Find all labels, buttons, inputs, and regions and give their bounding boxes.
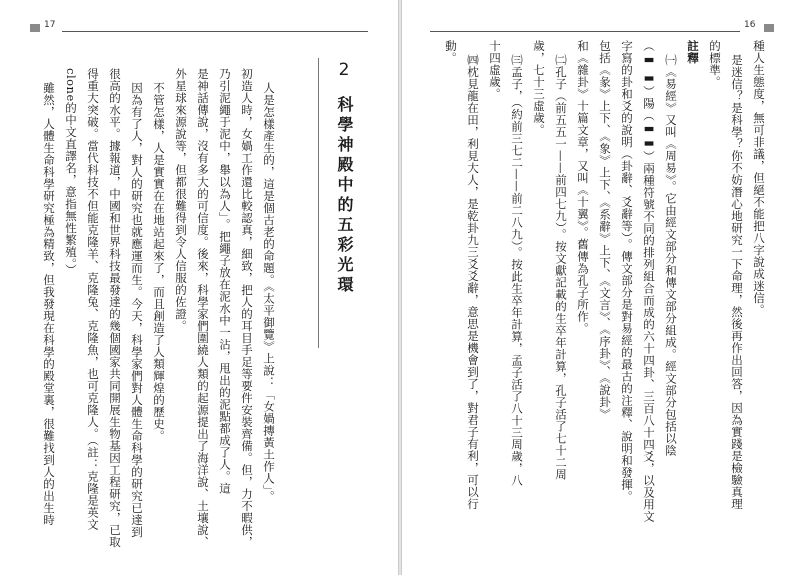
right-text-column-2: 是迷信？是科學？你不妨潛心地研究一下命理，然後再作出回答，因為實踐是檢驗真理 [730, 54, 744, 510]
right-header-bar [764, 24, 774, 32]
right-text-column-7: 字寫的卦和爻的說明（卦辭、爻辭等）。傳文部分是對易經的最古的注釋、說明和發揮。 [620, 40, 634, 503]
left-text-column-2: 初造人時，女媧工作還比較認真，細致，把人的耳目手足等要件安裝齊備。但，力不暇供， [240, 68, 254, 548]
right-text-column-12: ㈢孟子，（約前三七二——前二八九）。按此生卒年計算，孟子活了八十三周歲，八 [510, 54, 524, 487]
left-header-rule [62, 31, 368, 32]
left-text-column-10: clone的中文直譯名，意指無性繁殖。） [64, 68, 78, 277]
chapter-divider-rule [318, 58, 319, 348]
right-text-column-11: 歲，七十三虛歲。 [532, 40, 546, 136]
right-text-column-9: 和《雜卦》十篇文章，又叫《十翼》。舊傳為孔子所作。 [576, 40, 590, 335]
left-text-column-11: 雖然，人體生命科學研究極為精致，但我發現在科學的殿堂裏，很難找到人的出生時 [42, 82, 56, 526]
right-text-column-8: 包括《彖》上下、《象》上下、《系辭》上下、《文言》、《序卦》、《說卦》 [598, 40, 612, 420]
left-text-column-3: 乃引泥繩于泥中，舉以為人」。把繩子放在泥水中一沾，甩出的泥點都成了人。這 [218, 68, 232, 495]
left-text-column-1: 人是怎樣產生的，這是個古老的命題。《太平御覽》上說：「女媧摶黃土作人」。 [262, 82, 276, 503]
left-text-column-6: 不管怎樣，人是實實在在地站起來了，而且創造了人類輝煌的歷史。 [152, 82, 166, 442]
left-text-column-8: 很高的水平。據報道，中國和世界科技最發達的幾個國家共同開展生物基因工程研究，已取 [108, 68, 122, 548]
right-page-number: 16 [744, 20, 756, 30]
right-page-header [430, 20, 774, 32]
right-text-column-13: 十四虛歲。 [488, 40, 502, 100]
left-page [0, 0, 398, 575]
right-text-column-10: ㈡孔子（前五五一——前四七九）。按文獻記載的生卒年計算，孔子活了七十二周 [554, 54, 568, 481]
right-text-column-15: 動。 [444, 40, 458, 64]
right-text-column-6: （▬ ▬）陽（▬▬）兩種符號不同的排列組合而成的六十四卦、三百八十四爻，以及用文 [642, 40, 656, 523]
chapter-title: 科學神殿中的五彩光環 [335, 96, 354, 296]
left-text-column-4: 是神話傳說，沒有多大的可信度。後來，科學家們圍繞人類的起源提出了海洋說、土壤說、 [196, 68, 210, 548]
left-text-column-7: 因為有了人，對人的研究也就應運而生。今天，科學家們對人體生命科學的研究已達到 [130, 82, 144, 538]
notes-heading: 註釋 [686, 40, 700, 64]
left-page-header [30, 20, 368, 32]
right-header-rule [430, 31, 740, 32]
right-page [402, 0, 800, 575]
chapter-number: 2 [338, 60, 350, 80]
right-text-column-1: 種人生態度，無可非議，但絕不能把八字說成迷信。 [752, 40, 766, 316]
right-text-column-5: ㈠《易經》又叫《周易》。它由經文部分和傳文部分組成。經文部分包括以陰 [664, 54, 678, 457]
left-text-column-5: 外星球來源說等，但都很難得到令人信服的佐證。 [174, 68, 188, 332]
left-header-bar [30, 24, 40, 32]
left-text-column-9: 得重大突破。當代科技不但能克隆羊、克隆兔、克隆魚，也可克隆人。（註：克隆是英文 [86, 68, 100, 531]
right-text-column-14: ㈣枕見龍在田，利見大人，是乾卦九三爻爻辭，意思是機會到了，對君子有利，可以行 [466, 54, 480, 510]
left-page-number: 17 [44, 20, 56, 30]
right-text-column-3: 的標準。 [708, 40, 722, 88]
